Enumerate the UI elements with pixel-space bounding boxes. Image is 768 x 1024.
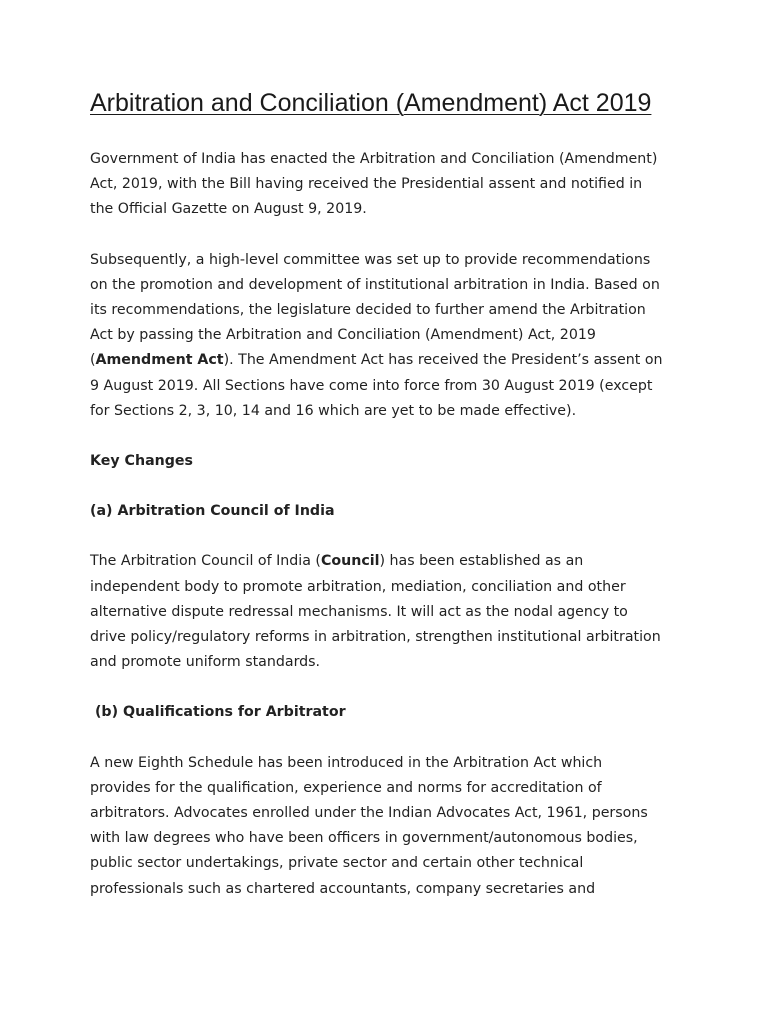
defined-term-council: Council [320, 553, 380, 570]
paren-open: ( [90, 352, 96, 369]
section-a-heading: (a) Arbitration Council of India [90, 503, 335, 520]
text-line: provides for the qualification, experience and norms for accreditation of [90, 779, 602, 796]
text-line: and promote uniform standards. [90, 654, 321, 671]
text-line: with law degrees who have been officers in government/autonomous bodies, [90, 830, 638, 847]
text-fragment: ). The Amendment Act has received the President’s assent on [223, 352, 663, 369]
text-line: for Sections 2, 3, 10, 14 and 16 which are yet to be made effective). [90, 402, 577, 419]
key-changes-heading: Key Changes [90, 453, 193, 470]
text-line: public sector undertakings, private sector and certain other technical [90, 855, 584, 872]
paragraph-enactment [90, 147, 690, 223]
text-line: A new Eighth Schedule has been introduced in the Arbitration Act which [90, 754, 603, 771]
text-line: Subsequently, a high-level committee was set up to provide recommendations [90, 251, 651, 268]
text-line [90, 549, 690, 574]
text-line: 9 August 2019. All Sections have come into force from 30 August 2019 (except [90, 377, 653, 394]
text-line: independent body to promote arbitration, mediation, conciliation and other [90, 578, 626, 595]
section-b-heading: (b) Qualifications for Arbitrator [90, 704, 346, 721]
text-line: drive policy/regulatory reforms in arbitration, strengthen institutional arbitration [90, 629, 661, 646]
text-line: on the promotion and development of institutional arbitration in India. Based on [90, 276, 660, 293]
text-line: Act by passing the Arbitration and Conciliation (Amendment) Act, 2019 [90, 327, 596, 344]
defined-term-amendment-act: Amendment Act [95, 352, 224, 369]
text-line: Government of India has enacted the Arbitration and Conciliation (Amendment) [90, 151, 658, 167]
text-line: arbitrators. Advocates enrolled under the Indian Advocates Act, 1961, persons [90, 805, 648, 822]
text-fragment: ) has been established as an [379, 553, 584, 570]
text-line: alternative dispute redressal mechanisms. It will act as the nodal agency to [90, 603, 628, 620]
paragraph-eighth-schedule [90, 751, 690, 902]
text-line: Act, 2019, with the Bill having received the Presidential assent and notified in [90, 176, 643, 193]
text-fragment: The Arbitration Council of India ( [90, 553, 321, 570]
text-line: professionals such as chartered accountants, company secretaries and [90, 880, 596, 897]
text-line [90, 348, 690, 373]
paragraph-council [90, 549, 690, 675]
document-page [90, 88, 690, 902]
text-line: the Official Gazette on August 9, 2019. [90, 201, 367, 218]
text-line: its recommendations, the legislature decided to further amend the Arbitration [90, 302, 646, 319]
page-title: Arbitration and Conciliation (Amendment) Act 2019 [90, 89, 652, 117]
paragraph-committee [90, 248, 690, 424]
